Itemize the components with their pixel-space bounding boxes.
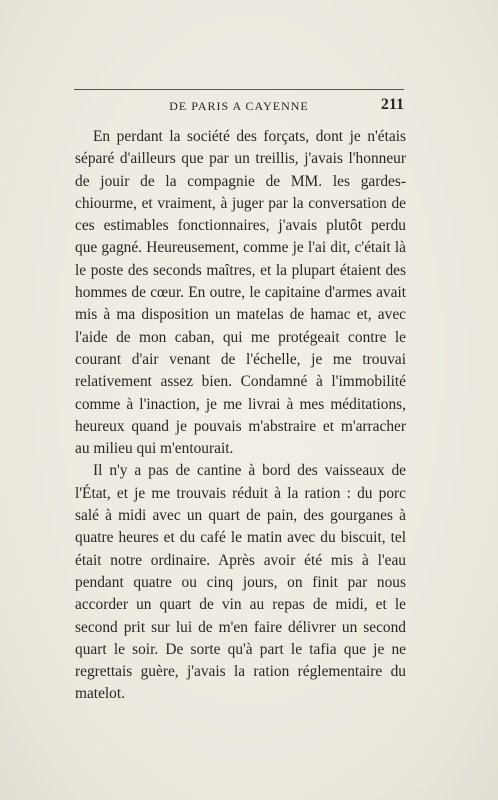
header-rule xyxy=(74,89,404,90)
paragraph: En perdant la société des forçats, dont je n'étais séparé d'ailleurs que par un treillis, j'avais l'honneur de jouir de la compagnie de MM. les gardes-chiourme, et vraiment, à juger par la conversation de ces estimables fonctionnaires, j'avais plutôt perdu que gagné. Heureusement, comme je l'ai dit, c'était là le poste des seconds maîtres, et la plupart étaient des hommes de cœur. En outre, le capitaine d'armes avait mis à ma disposition un matelas de hamac et, avec l'aide de mon caban, qui me protégeait contre le courant d'air venant de l'échelle, je me trouvai relativement assez bien. Condamné à l'immobilité comme à l'inaction, je me livrai à mes méditations, heureux quand je pouvais m'abstraire et m'arracher au milieu qui m'entourait. xyxy=(75,128,406,458)
page-number: 211 xyxy=(380,96,404,113)
running-title: DE PARIS A CAYENNE xyxy=(169,99,309,113)
paragraph: Il n'y a pas de cantine à bord des vaisseaux de l'État, et je me trouvais réduit à la ration : du porc salé à midi avec un quart de pain, des gourganes à quatre heures et du café le matin avec du biscuit, tel était notre ordinaire. Après avoir été mis à l'eau pendant quatre ou cinq jours, on finit par nous accorder un quart de vin au repas de midi, et le second prit sur lui de m'en faire délivrer un second quart le soir. De sorte qu'à part le tafia que je ne regrettais guère, j'avais la ration réglementaire du matelot. xyxy=(75,462,406,703)
running-head xyxy=(74,96,404,116)
body-text xyxy=(75,126,406,706)
